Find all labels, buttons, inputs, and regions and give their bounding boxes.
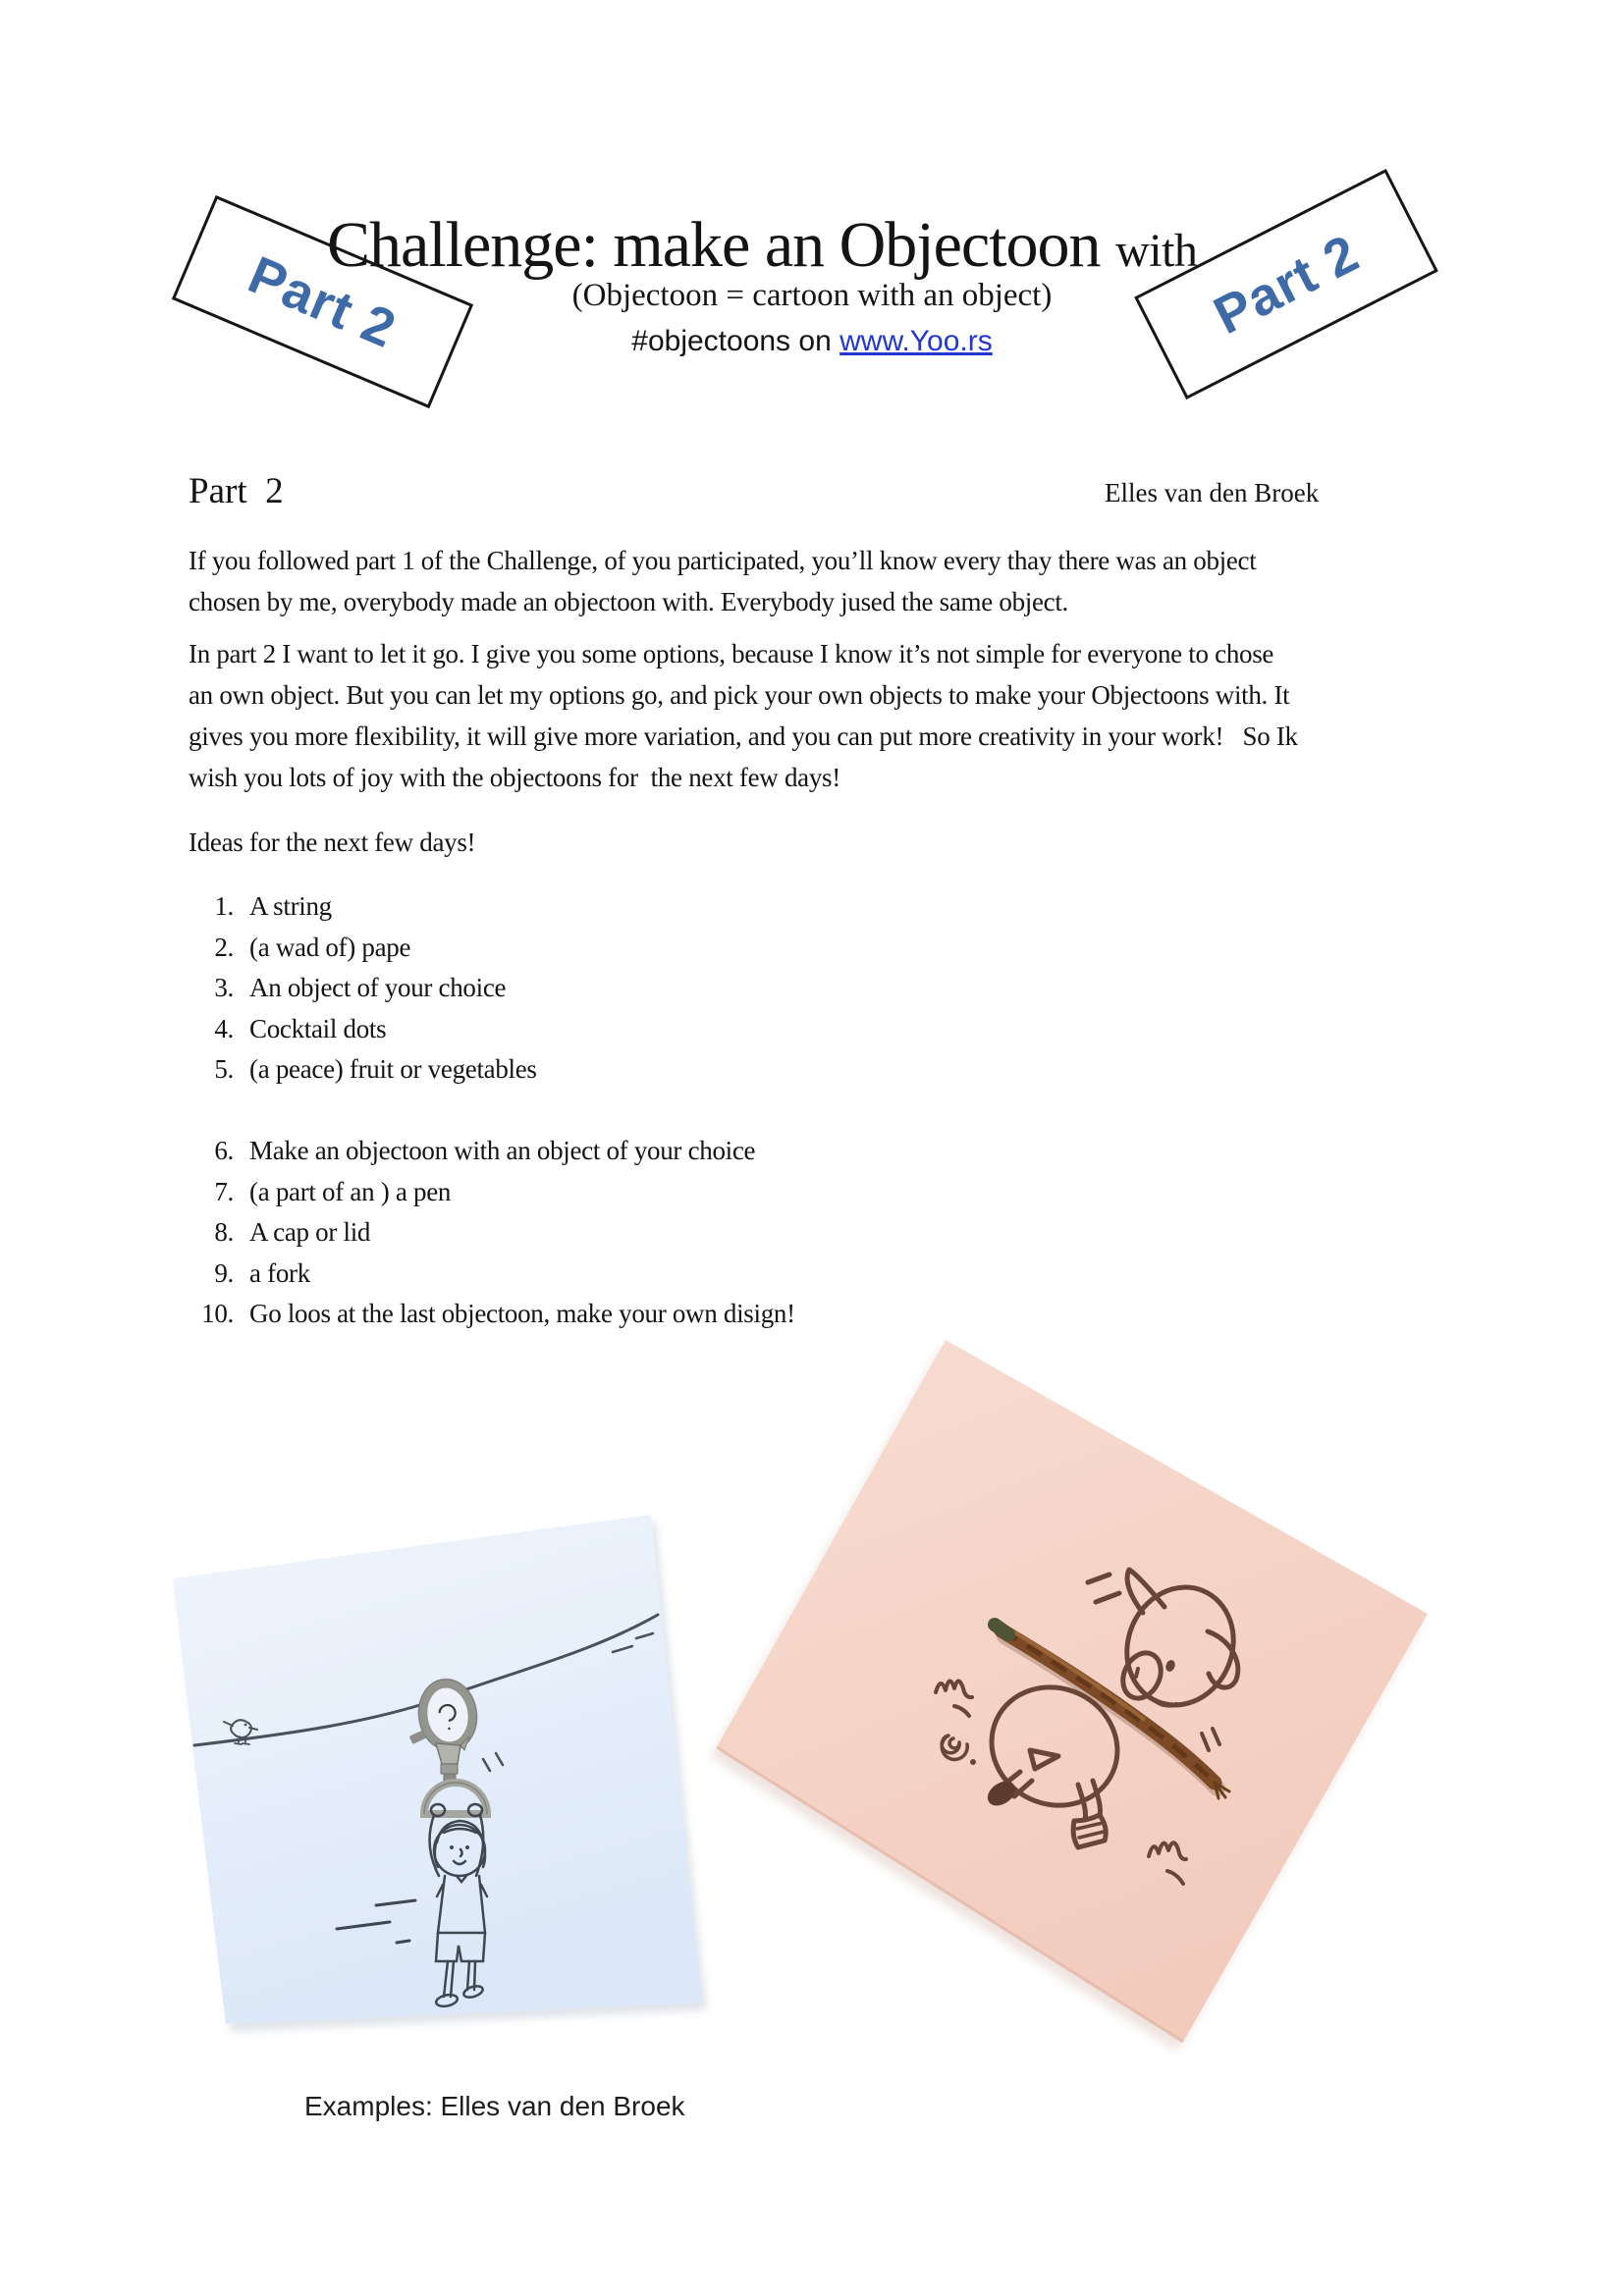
list-text: Go loos at the last objectoon, make your own disign! bbox=[249, 1299, 795, 1328]
paragraph-line: chosen by me, overybody made an objectoon with. Everybody jused the same object. bbox=[189, 587, 1069, 616]
list-text: Cocktail dots bbox=[249, 1014, 387, 1043]
list-number: 1. bbox=[214, 891, 234, 921]
list-item bbox=[192, 1258, 310, 1289]
photo-string-clasp-objectoon bbox=[147, 1492, 717, 2042]
list-number: 4. bbox=[214, 1014, 234, 1043]
paragraph-line: wish you lots of joy with the objectoons for the next few days! bbox=[189, 763, 840, 792]
list-item bbox=[192, 1217, 370, 1248]
list-text: (a wad of) pape bbox=[249, 933, 411, 962]
list-number: 10. bbox=[201, 1299, 234, 1328]
list-number: 6. bbox=[214, 1136, 234, 1165]
list-item bbox=[192, 1177, 451, 1207]
paragraph-line: If you followed part 1 of the Challenge, of you participated, you’ll know every thay there was an object bbox=[189, 546, 1257, 575]
list-number: 3. bbox=[214, 973, 234, 1002]
stamp-right-label: Part 2 bbox=[1204, 223, 1369, 346]
list-number: 9. bbox=[214, 1258, 234, 1288]
list-text: A cap or lid bbox=[249, 1217, 371, 1247]
list-text: An object of your choice bbox=[249, 973, 507, 1002]
stamp-left-label: Part 2 bbox=[240, 244, 406, 359]
list-text: A string bbox=[249, 891, 332, 921]
part2-stamp-right bbox=[1134, 169, 1438, 400]
paragraph-line: gives you more flexibility, it will give more variation, and you can put more creativity in your work! So Ik bbox=[189, 721, 1298, 751]
document-title bbox=[327, 208, 1197, 283]
title-subtitle: (Objectoon = cartoon with an object) bbox=[571, 278, 1053, 313]
ideas-heading: Ideas for the next few days! bbox=[189, 828, 476, 857]
list-item bbox=[192, 1054, 537, 1085]
author-name: Elles van den Broek bbox=[1105, 478, 1320, 507]
yoo-rs-link[interactable]: www.Yoo.rs bbox=[839, 325, 993, 357]
list-number: 7. bbox=[214, 1177, 234, 1206]
list-number: 8. bbox=[214, 1217, 234, 1247]
list-item bbox=[192, 933, 410, 963]
list-item bbox=[192, 1136, 755, 1166]
section-heading-part-2: Part 2 bbox=[189, 471, 284, 511]
list-text: Make an objectoon with an object of your choice bbox=[249, 1136, 756, 1165]
list-text: (a peace) fruit or vegetables bbox=[249, 1054, 537, 1084]
list-text: (a part of an ) a pen bbox=[249, 1177, 452, 1206]
paragraph-line: an own object. But you can let my options go, and pick your own objects to make your Objectoons with. It bbox=[189, 680, 1290, 710]
list-item bbox=[192, 891, 332, 922]
list-number: 2. bbox=[214, 933, 234, 962]
list-text: a fork bbox=[249, 1258, 310, 1288]
photo-pig-twig-objectoon bbox=[687, 1325, 1453, 2056]
title-main-text: Challenge: make an Objectoon bbox=[327, 209, 1116, 281]
title-tail-text: with bbox=[1115, 225, 1198, 277]
hashtag-prefix: #objectoons on bbox=[631, 325, 840, 357]
list-item bbox=[192, 1014, 386, 1044]
list-number: 5. bbox=[214, 1054, 234, 1084]
photos-caption: Examples: Elles van den Broek bbox=[304, 2091, 685, 2121]
paragraph-line: In part 2 I want to let it go. I give you some options, because I know it’s not simple for everyone to chose bbox=[189, 639, 1274, 668]
list-item bbox=[192, 973, 506, 1003]
